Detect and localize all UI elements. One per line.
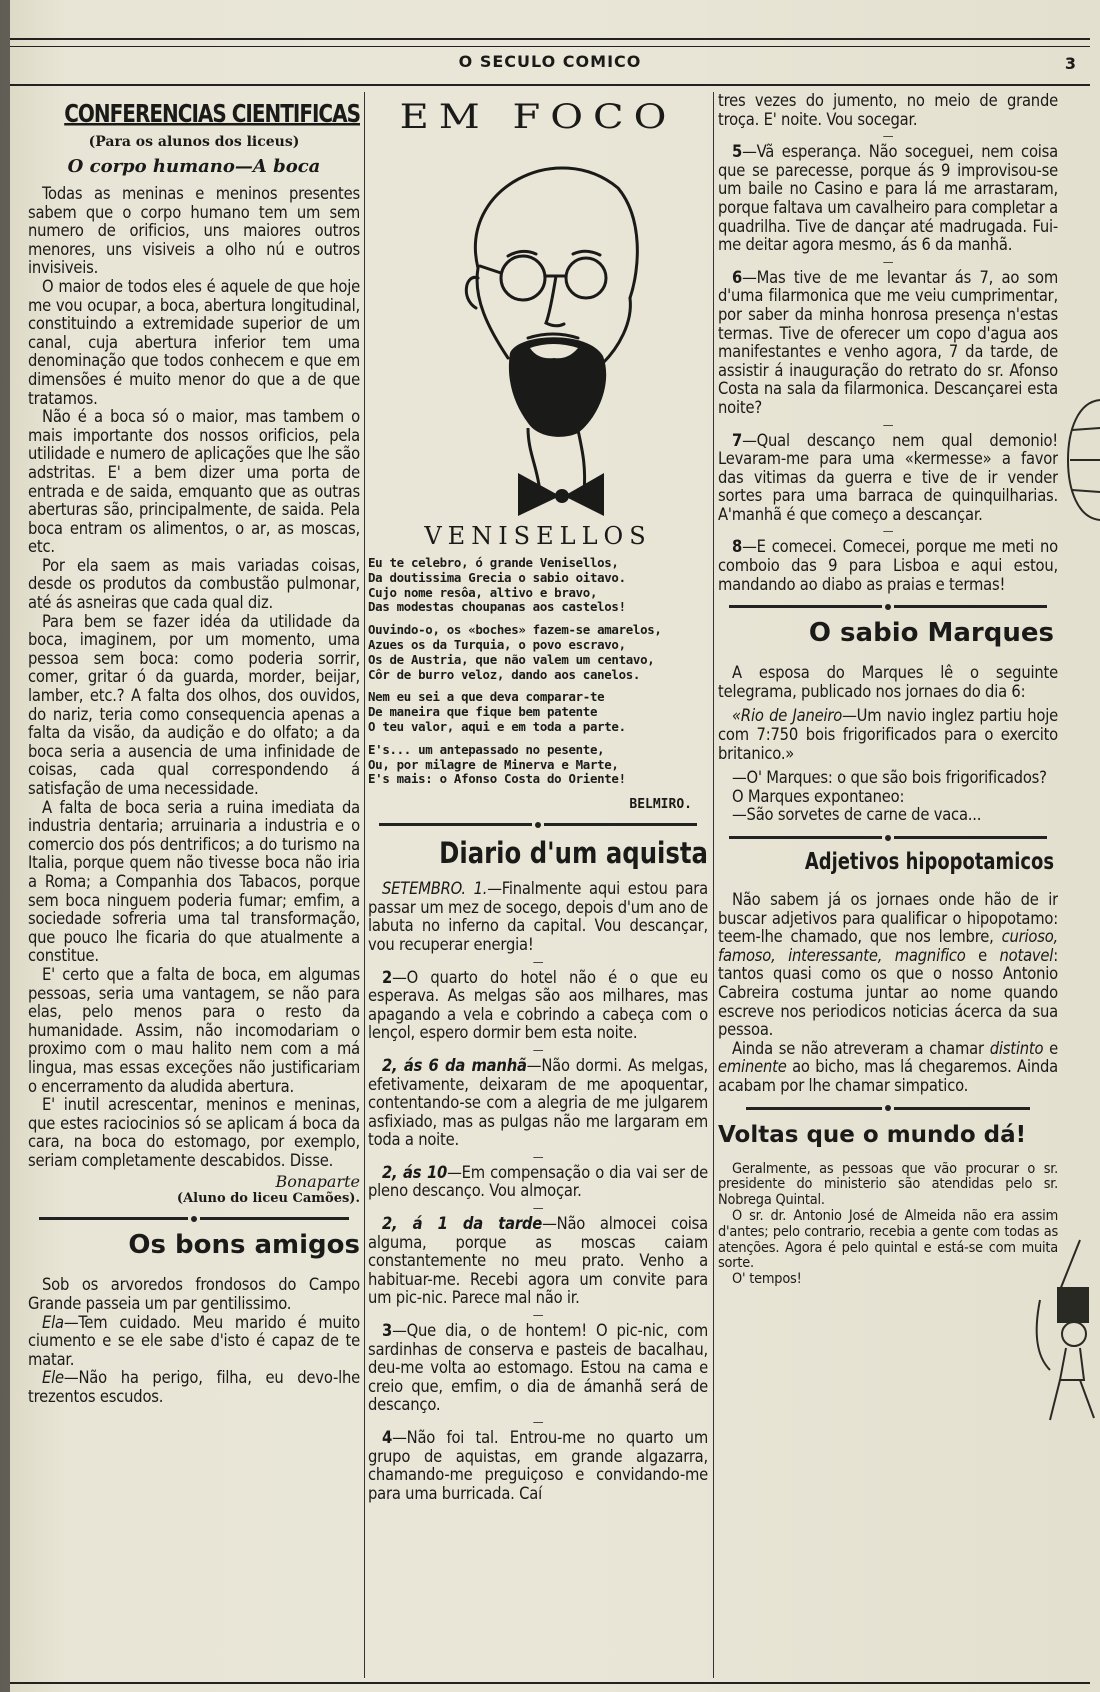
paragraph: Ainda se não atreveram a chamar distinto e eminente ao bicho, mas lá chegaremos. Ainda acabam por lhe chamar simpatico.: [718, 1038, 1058, 1095]
separator: —: [532, 1415, 544, 1429]
paragraph: Sob os arvoredos frondosos do Campo Grande passeia um par gentilissimo.: [28, 1275, 360, 1314]
poem-line: Côr de burro veloz, dando aos canelos.: [368, 666, 641, 682]
diary-entry: 2, ás 6 da manhã—Não dormi. As melgas, efetivamente, deixaram de me apoquentar, contentando-se com a alegria de me julgarem asfixiado, mas as pulgas não me largaram em toda a noite.: [368, 1055, 708, 1150]
ornament-divider: [718, 602, 1058, 612]
poem-line: Das modestas choupanas aos castelos!: [368, 599, 626, 615]
column-middle: [368, 92, 708, 1680]
poem-line: Cujo nome resôa, altivo e bravo,: [368, 584, 598, 600]
dialogue-ele: Ele—Não ha perigo, filha, eu devo-lhe trezentos escudos.: [28, 1368, 360, 1407]
heading-conferencias: CONFERENCIAS CIENTIFICAS: [64, 98, 360, 128]
paragraph: E' inutil acrescentar, meninos e meninas, que estes raciocinios só se aplicam á boca da cara, na boca do estomago, por exemplo, seriam completamente descabidos. Disse.: [28, 1095, 360, 1170]
article-conferencia: [28, 185, 360, 1170]
column-left: [28, 92, 360, 1680]
poem-line: E's mais: o Afonso Costa do Oriente!: [368, 771, 626, 787]
poem: [368, 556, 708, 787]
article-adjetivos: [718, 891, 1058, 1096]
article-marques: [718, 664, 1058, 825]
ornament-divider: [28, 1214, 360, 1224]
ornament-divider: [718, 1104, 1058, 1114]
poem-line: Ou, por milagre de Minerva e Marte,: [368, 756, 619, 772]
diary-entry: 2, á 1 da tarde—Não almocei coisa alguma, porque as moscas caiam constantemente no meu prato. Venho a habituar-me. Recebi agora um convite para um pic-nic. Parece mal não ir.: [368, 1214, 708, 1308]
ornament-divider: [718, 833, 1058, 843]
separator: —: [882, 254, 894, 269]
diary-entry: 3—Que dia, o de hontem! O pic-nic, com sardinhas de conserva e pasteis de bacalhau, deu-me volta ao estomago. Estou na cama e creio que, emfim, o dia de ámanhã será de descanço.: [368, 1321, 708, 1415]
heading-bons-amigos: Os bons amigos: [128, 1230, 360, 1261]
heading-em-foco: EM FOCO: [399, 97, 677, 137]
signature: Bonaparte: [275, 1172, 360, 1192]
heading-diario: Diario d'um aquista: [439, 836, 708, 871]
article-voltas: [718, 1162, 1058, 1288]
page-header: [10, 46, 1090, 86]
poem-line: Os de Austria, que não valem um centavo,: [368, 651, 655, 667]
topic-title: O corpo humano—A boca: [67, 156, 321, 177]
poem-line: Da doutissima Grecia o sabio oitavo.: [368, 569, 626, 585]
heading-adjetivos: Adjetivos hipopotamicos: [804, 849, 1054, 875]
diary-entry: SETEMBRO. 1.—Finalmente aqui estou para passar um mez de socego, depois d'um ano de labuta no inferno da capital. Vou descançar, vou recuperar energia!: [368, 879, 708, 954]
column-right: [718, 92, 1058, 1680]
diary-entry: 2, ás 10—Em compensação o dia vai ser de pleno descanço. Vou almoçar.: [368, 1162, 708, 1201]
paragraph: A falta de boca seria a ruina imediata da industria dentaria; arruinaria a industria e o comercio dos pós dentrificos; a do turismo na Italia, porque quem não tivesse boca não iria a Roma; a Companhia dos Tabacos, porque sem boca ninguem poderia fumar; emfim, a sociedade sofreria uma tal transformação, que pouco lhe ficaria do que atualmente a constitue.: [28, 797, 360, 966]
paragraph: —O' Marques: o que são bois frigorificados?: [732, 768, 1047, 788]
poem-line: De maneira que fique bem patente: [368, 704, 598, 720]
heading-voltas: Voltas que o mundo dá!: [718, 1121, 1027, 1148]
separator: —: [532, 954, 544, 969]
separator: —: [882, 417, 894, 432]
subheading-liceus: (Para os alunos dos liceus): [88, 134, 300, 150]
diary-entry: 8—E comecei. Comecei, porque me meti no comboio das 9 para Lisboa e aqui estou, mandando ao diabo as praias e termas!: [718, 537, 1058, 594]
poem-line: O teu valor, aqui e em toda a parte.: [368, 718, 626, 734]
poem-line: Ouvindo-o, os «boches» fazem-se amarelos,: [368, 622, 662, 638]
separator: —: [532, 1149, 544, 1164]
separator: —: [532, 1042, 544, 1057]
paragraph: O maior de todos eles é aquele de que hoje me vou ocupar, a boca, abertura longitudinal, constituindo a extremidade superior de um canal, cuja abertura inferior tem uma denominação que todos conhecem e que em dimensões é muito menor do que a de que tratamos.: [28, 276, 360, 408]
telegram-quote: «Rio de Janeiro—Um navio inglez partiu hoje com 7:750 bois frigorificados para o exercito britanico.»: [718, 706, 1058, 763]
diary-entry: 4—Não foi tal. Entrou-me no quarto um grupo de aquistas, em grande algazarra, chamando-me preguiçoso e convidando-me para uma burricada. Caí: [368, 1428, 708, 1503]
paragraph: O' tempos!: [732, 1271, 802, 1288]
bottom-rule: [10, 1682, 1090, 1684]
separator: —: [532, 1308, 544, 1323]
separator: —: [882, 129, 894, 144]
poem-author: BELMIRO.: [629, 797, 692, 813]
barrel-sketch-icon: [1058, 390, 1100, 530]
diary-entry: 6—Mas tive de me levantar ás 7, ao som d'uma filarmonica que me veiu cumprimentar, por saber da minha honrosa presença n'estas termas. Tive de oferecer um copo d'agua aos manifestantes e venho agora, 7 da tarde, de assistir á inauguração do retrato do sr. Afonso Costa na sala da filarmonica. Descançarei esta noite?: [718, 267, 1058, 417]
dialogue-ela: Ela—Tem cuidado. Meu marido é muito ciumento e se ele sabe d'isto é capaz de te matar.: [28, 1312, 360, 1369]
diary-entry: 7—Qual descanço nem qual demonio! Levaram-me para uma «kermesse» a favor das vitimas da guerra e tive de ir vender sortes para uma barraca de quinquilharias. A'manhã é que começo a descançar.: [718, 430, 1058, 524]
paragraph: Geralmente, as pessoas que vão procurar o sr. presidente do ministerio são atendidas pelo sr. Nobrega Quintal.: [718, 1160, 1058, 1209]
paragraph: tres vezes do jumento, no meio de grande troça. E' noite. Vou socegar.: [718, 92, 1058, 129]
article-diario-continued: [718, 92, 1058, 594]
diary-entry: 2—O quarto do hotel não é o que eu esperava. As melgas são aos milhares, mas apagando a vela e cobrindo a cabeça com o lençol, espero dormir bem esta noite.: [368, 967, 708, 1043]
caricature-portrait-icon: [418, 148, 658, 518]
poem-line: Eu te celebro, ó grande Venisellos,: [368, 555, 619, 570]
paragraph: Todas as meninas e meninos presentes sabem que o corpo humano tem um sem numero de orificios, uns maiores outros menores, uns visiveis a olho nú e outros invisiveis.: [28, 184, 360, 278]
paragraph: O Marques expontaneo:: [732, 786, 905, 806]
column-rule: [713, 92, 714, 1678]
poem-line: Nem eu sei a que deva comparar-te: [368, 689, 605, 705]
paragraph: A esposa do Marques lê o seguinte telegrama, publicado nos jornaes do dia 6:: [718, 663, 1058, 701]
paragraph: Não é a boca só o maior, mas tambem o mais importante dos nossos orificios, pela utilidade e numero de aplicações que lhe são adstritas. E' a bem dizer uma porta de entrada e de saida, emquanto que as outras aberturas são, principalmente, de saida. Pela boca entram os alimentos, o ar, as moscas, etc.: [28, 407, 360, 557]
article-bons-amigos: [28, 1276, 360, 1406]
caricature-name: VENISELLOS: [424, 522, 652, 550]
poem-line: E's... um antepassado no pesente,: [368, 741, 605, 757]
column-rule: [364, 92, 365, 1678]
paragraph: O sr. dr. Antonio José de Almeida não era assim d'antes; pelo contrario, recebia a gente com todas as atenções. Agora é pelo quintal e está-se com muita sorte.: [718, 1207, 1058, 1272]
ornament-divider: [368, 820, 708, 830]
signature-note: (Aluno do liceu Camões).: [176, 1191, 360, 1207]
page-number: 3: [1064, 54, 1076, 73]
paragraph: —São sorvetes de carne de vaca...: [732, 805, 982, 825]
diary-entry: 5—Vã esperança. Não soceguei, nem coisa que se parecesse, porque ás 9 improvisou-se um baile no Casino e para lá me arrastaram, porque faltava um cavalheiro para completar a quadrilha. Tive de dançar até madrugada. Fui-me deitar agora mesmo, ás 6 da manhã.: [718, 142, 1058, 255]
paragraph: Não sabem já os jornaes onde hão de ir buscar adjetivos para qualificar o hipopotamo: teem-lhe chamado, que nos lembre, curioso, famoso, interessante, magnifico e notavel: tantos quasi como os que o nosso Antonio Cabreira costuma juntar ao nome quando escreve nos periodicos noticias ácerca da sua pessoa.: [718, 890, 1058, 1040]
newspaper-title: O SECULO COMICO: [458, 52, 642, 71]
poem-line: Azues os da Turquia, o povo escravo,: [368, 636, 626, 652]
soldier-sketch-icon: [1020, 1230, 1100, 1430]
paragraph: E' certo que a falta de boca, em algumas pessoas, seria uma vantagem, se não para elas, pelo menos para o resto da humanidade. Assim, não incomodariam o proximo com o mau halito nem com a má lingua, mas essas exceções não justificariam o encerramento da aludida abertura.: [28, 964, 360, 1096]
article-diario: [368, 880, 708, 1503]
page-binding-edge: [0, 0, 10, 1692]
separator: —: [882, 524, 894, 539]
separator: —: [532, 1201, 544, 1216]
heading-sabio-marques: O sabio Marques: [808, 618, 1054, 649]
paragraph: Por ela saem as mais variadas coisas, desde os produtos da combustão pulmonar, até ás asneiras que cada qual diz.: [28, 555, 360, 613]
paragraph: Para bem se fazer idéa da utilidade da boca, imaginem, por um momento, uma pessoa sem boca: como poderia sorrir, comer, gritar ó da guarda, morder, beijar, lamber, etc.? A falta dos olhos, dos ouvidos, do nariz, teria como consequencia apenas a falta da visão, da audição e do olfato; a da boca seria a ausencia de uma infinidade de coisas, cada qual correspondendo á satisfação de uma necessidade.: [28, 611, 360, 798]
